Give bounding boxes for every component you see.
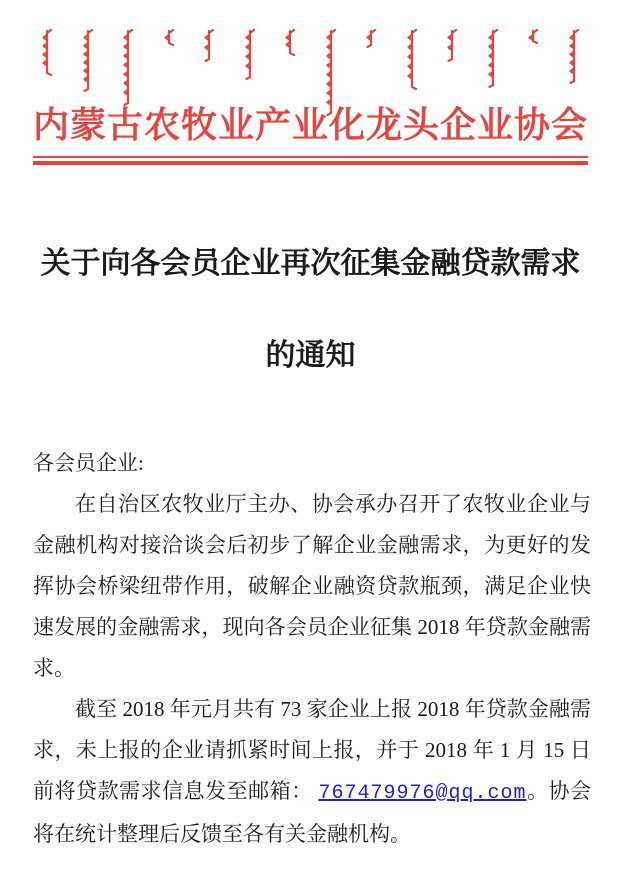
- mongolian-word-glyph: [202, 28, 216, 62]
- mongolian-word-glyph: [162, 28, 176, 46]
- salutation: 各会员企业:: [33, 451, 144, 475]
- mongolian-word-glyph: [445, 28, 459, 62]
- mongolian-word-glyph: [40, 28, 54, 76]
- email-link[interactable]: 767479976@qq.com: [318, 782, 527, 805]
- paragraph-1: 在自治区农牧业厅主办、协会承办召开了农牧业企业与金融机构对接洽谈会后初步了解企业金融需求，为更好的发挥协会桥梁纽带作用，破解企业融资贷款瓶颈，满足企业快速发展的金融需求，现向各会员企业征集 2018 年贷款金融需求。: [33, 492, 591, 680]
- mongolian-word-glyph: [526, 28, 540, 44]
- mongolian-word-glyph: [283, 28, 297, 56]
- notice-title-line1: 关于向各会员企业再次征集金融贷款需求: [40, 247, 581, 280]
- mongolian-word-glyph: [364, 28, 378, 48]
- org-name-title: 内蒙古农牧业产业化龙头企业协会: [32, 105, 588, 145]
- mongolian-word-glyph: [243, 28, 257, 80]
- notice-body: [33, 443, 591, 855]
- notice-title-line2: 的通知: [265, 339, 356, 372]
- mongolian-word-glyph: [486, 28, 500, 88]
- paragraph-2-text-before-email: 截至 2018 年元月共有 73 家企业上报 2018 年贷款金融需求，未上报的企业请抓紧时间上报，并于 2018 年 1 月 15 日前将贷款需求信息发至邮箱：: [33, 697, 591, 803]
- paragraph-2: [33, 689, 591, 855]
- red-double-rule: [33, 156, 588, 165]
- paragraph-2-text-after-email: 。协会将在统计整理后反馈至各有关金融机构。: [33, 779, 592, 846]
- mongolian-word-glyph: [121, 28, 135, 106]
- mongolian-word-glyph: [567, 28, 581, 84]
- mongolian-word-glyph: [405, 28, 419, 90]
- mongolian-word-glyph: [81, 28, 95, 92]
